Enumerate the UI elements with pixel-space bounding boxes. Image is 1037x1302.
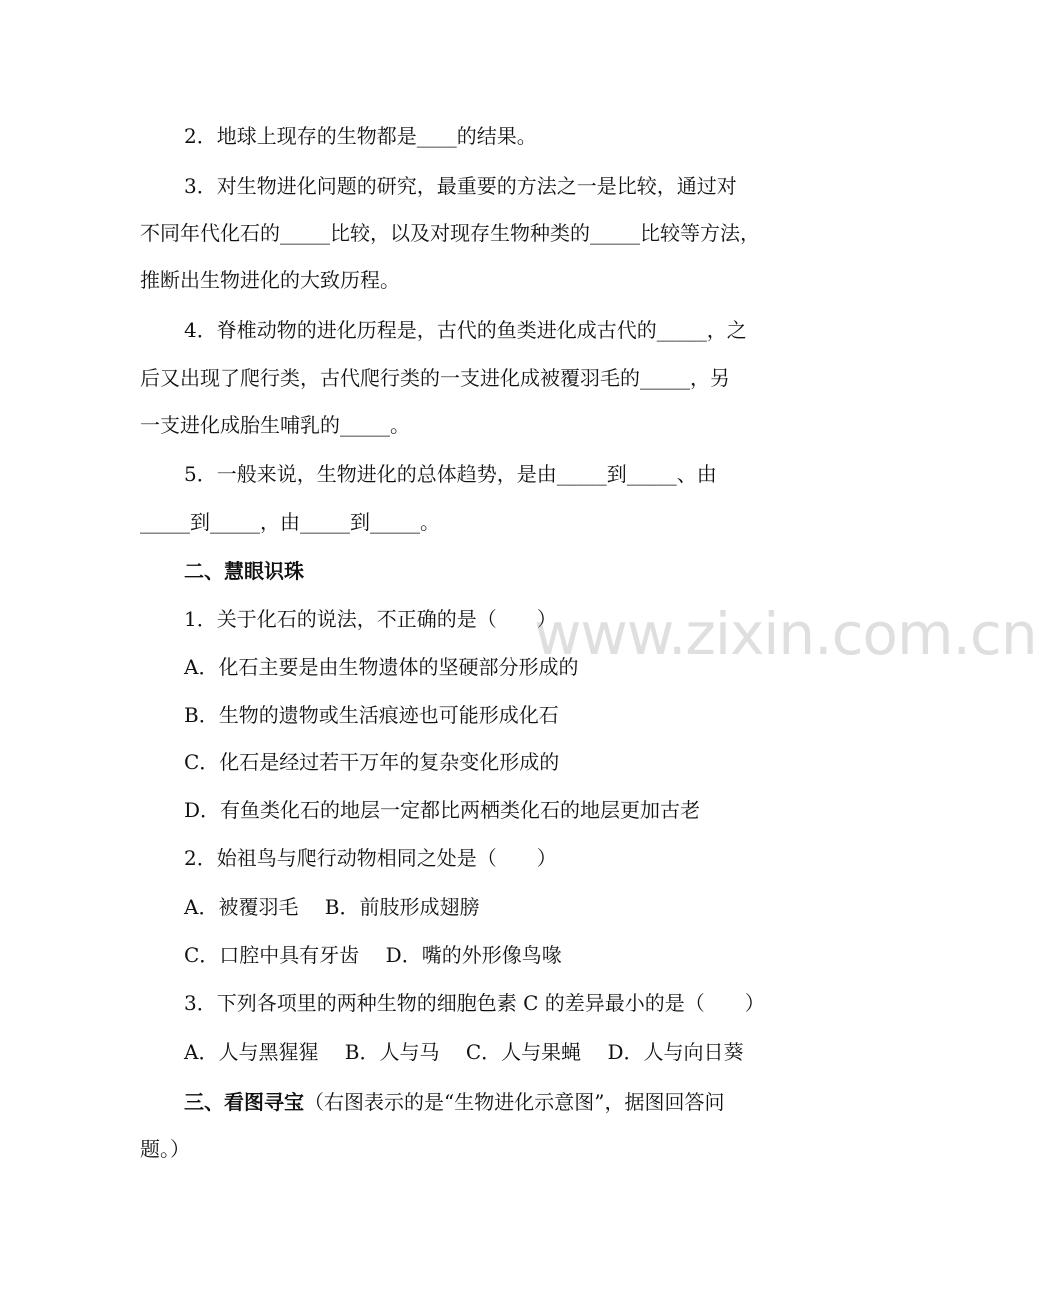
section3-line1 — [184, 1088, 724, 1116]
mc-q2-options-ab: A．被覆羽毛 B．前肢形成翅膀 — [184, 895, 480, 919]
mc-q1-option-a: A．化石主要是由生物遗体的坚硬部分形成的 — [184, 655, 579, 679]
watermark: www.zixin.com.cn — [534, 600, 1037, 668]
mc-q1: 1．关于化石的说法，不正确的是（ ） — [184, 607, 557, 631]
section3-note: （右图表示的是“生物进化示意图”，据图回答问 — [304, 1090, 725, 1114]
section3-line2: 题。） — [140, 1137, 190, 1161]
q5-line2: _____到_____，由_____到_____。 — [140, 510, 440, 534]
section3-heading: 三、看图寻宝 — [184, 1090, 304, 1114]
q3-line3: 推断出生物进化的大致历程。 — [140, 268, 400, 292]
mc-q1-option-c: C．化石是经过若干万年的复杂变化形成的 — [184, 750, 560, 774]
q2-fill: 2．地球上现存的生物都是____的结果。 — [184, 124, 537, 148]
mc-q1-option-d: D．有鱼类化石的地层一定都比两栖类化石的地层更加古老 — [184, 798, 701, 822]
section2-heading: 二、慧眼识珠 — [184, 559, 304, 583]
q3-line1: 3．对生物进化问题的研究，最重要的方法之一是比较，通过对 — [184, 174, 737, 198]
mc-q3: 3．下列各项里的两种生物的细胞色素 C 的差异最小的是（ ） — [184, 991, 765, 1015]
q4-line3: 一支进化成胎生哺乳的_____。 — [140, 413, 410, 437]
q3-line2: 不同年代化石的_____比较，以及对现存生物种类的_____比较等方法， — [140, 221, 760, 245]
q4-line2: 后又出现了爬行类，古代爬行类的一支进化成被覆羽毛的_____，另 — [140, 366, 730, 390]
mc-q2: 2．始祖鸟与爬行动物相同之处是（ ） — [184, 846, 557, 870]
mc-q1-option-b: B．生物的遗物或生活痕迹也可能形成化石 — [184, 703, 559, 727]
q5-line1: 5．一般来说，生物进化的总体趋势，是由_____到_____、由 — [184, 462, 717, 486]
q4-line1: 4．脊椎动物的进化历程是，古代的鱼类进化成古代的_____，之 — [184, 318, 747, 342]
mc-q2-options-cd: C．口腔中具有牙齿 D．嘴的外形像鸟喙 — [184, 943, 562, 967]
mc-q3-options: A．人与黑猩猩 B．人与马 C．人与果蝇 D．人与向日葵 — [184, 1040, 744, 1064]
